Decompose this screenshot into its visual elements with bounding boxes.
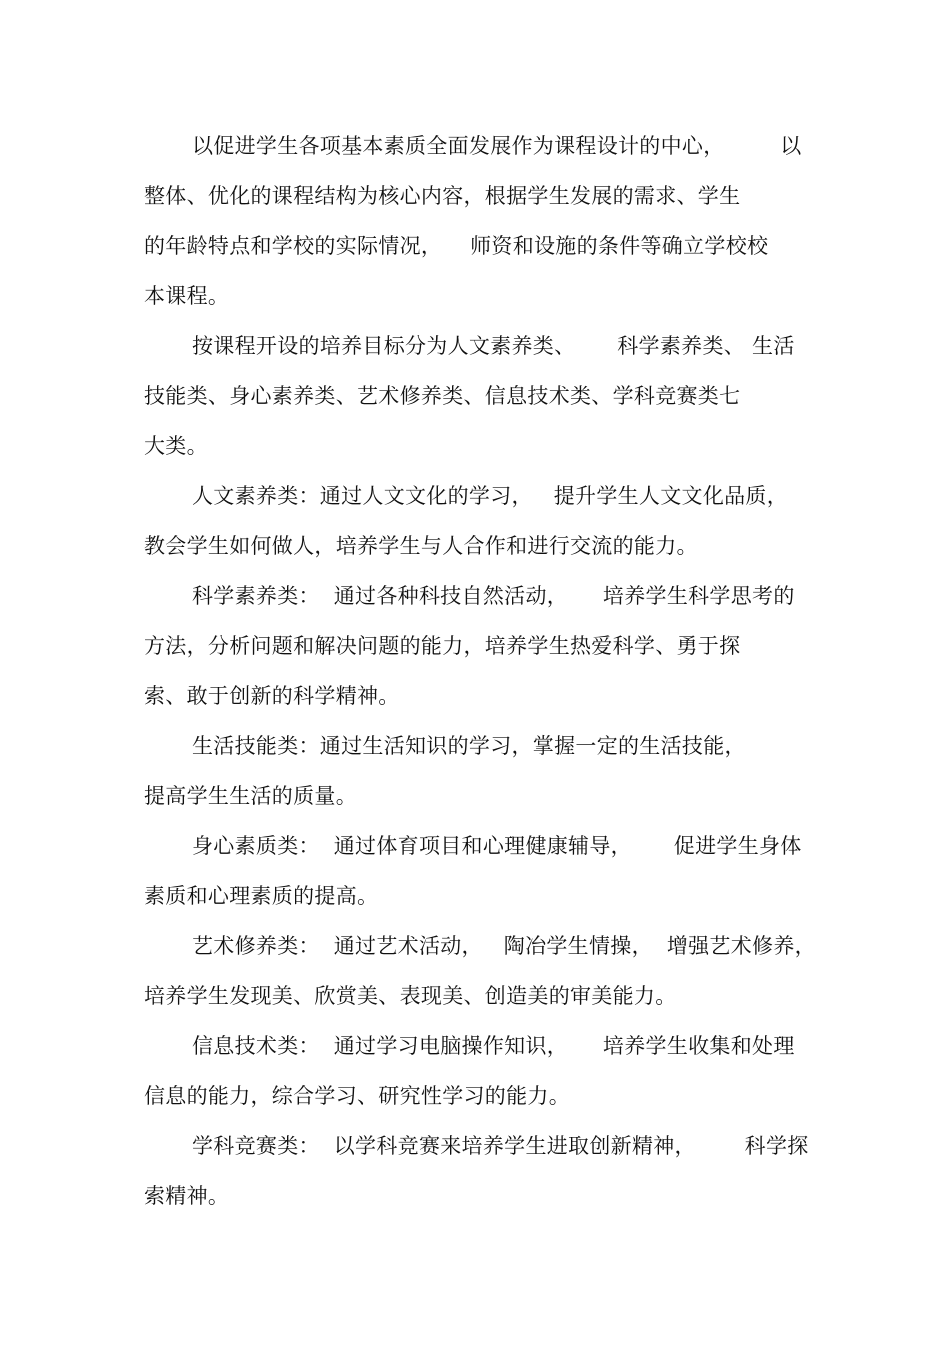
text-line: 整体、优化的课程结构为核心内容，根据学生发展的需求、学生 bbox=[144, 184, 741, 208]
text-line: 科学素养类： 通过各种科技自然活动， 培养学生科学思考的 bbox=[192, 584, 795, 608]
text-line: 大类。 bbox=[144, 434, 208, 458]
text-line: 的年龄特点和学校的实际情况， 师资和设施的条件等确立学校校 bbox=[144, 234, 769, 258]
text-line: 身心素质类： 通过体育项目和心理健康辅导， 促进学生身体 bbox=[192, 834, 802, 858]
text-line: 提高学生生活的质量。 bbox=[144, 784, 357, 808]
text-line: 教会学生如何做人，培养学生与人合作和进行交流的能力。 bbox=[144, 534, 698, 558]
text-line: 素质和心理素质的提高。 bbox=[144, 884, 379, 908]
text-line: 艺术修养类： 通过艺术活动， 陶冶学生情操， 增强艺术修养， bbox=[192, 934, 816, 958]
text-line: 培养学生发现美、欣赏美、表现美、创造美的审美能力。 bbox=[144, 984, 677, 1008]
text-line: 按课程开设的培养目标分为人文素养类、 科学素养类、 生活 bbox=[192, 334, 795, 358]
text-line: 索精神。 bbox=[144, 1184, 230, 1208]
text-line: 信息的能力，综合学习、研究性学习的能力。 bbox=[144, 1084, 570, 1108]
text-line: 方法，分析问题和解决问题的能力，培养学生热爱科学、勇于探 bbox=[144, 634, 741, 658]
text-line: 以促进学生各项基本素质全面发展作为课程设计的中心， 以 bbox=[192, 134, 802, 158]
text-line: 学科竞赛类： 以学科竞赛来培养学生进取创新精神， 科学探 bbox=[192, 1134, 809, 1158]
text-line: 生活技能类：通过生活知识的学习，掌握一定的生活技能， bbox=[192, 734, 746, 758]
text-line: 人文素养类：通过人文文化的学习， 提升学生人文文化品质， bbox=[192, 484, 789, 508]
text-line: 技能类、身心素养类、艺术修养类、信息技术类、学科竞赛类七 bbox=[144, 384, 741, 408]
text-line: 本课程。 bbox=[144, 284, 230, 308]
text-line: 索、敢于创新的科学精神。 bbox=[144, 684, 400, 708]
text-line: 信息技术类： 通过学习电脑操作知识， 培养学生收集和处理 bbox=[192, 1034, 795, 1058]
